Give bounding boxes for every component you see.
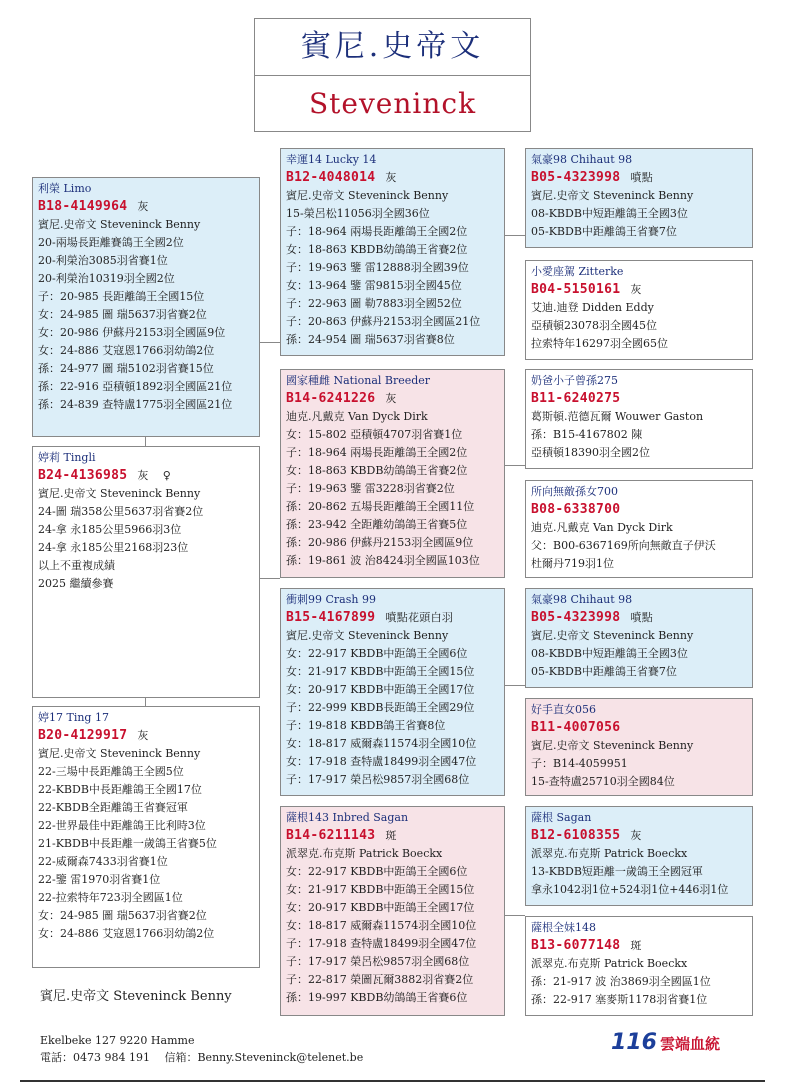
pedigree-box-ssd xyxy=(525,260,753,360)
pedigree-box-dam-dam xyxy=(280,806,505,1016)
info-line: 24-拿 永185公里5966羽3位 xyxy=(38,523,182,536)
info-line: 2025 繼續參賽 xyxy=(38,577,114,590)
info-line: 女：18-863 KBDB幼鴿鴿王省賽2位 xyxy=(286,464,468,477)
info-line: 24-拿 永185公里2168羽23位 xyxy=(38,541,189,554)
pedigree-box-sire-sire xyxy=(280,148,505,356)
info-line: 孫：20-862 五場長距離鴿王全國11位 xyxy=(286,500,475,513)
info-line: 21-KBDB中長距離一歲鴿王省賽5位 xyxy=(38,837,217,850)
info-line: 孫：24-954 圖 瑞5637羽省賽8位 xyxy=(286,333,455,346)
info-line: 孫：21-917 波 治3869羽全國區1位 xyxy=(531,975,711,988)
info-line: 孫：24-839 查特盧1775羽全國區21位 xyxy=(38,398,233,411)
ring-number: B12-4048014 灰 xyxy=(286,170,397,185)
info-line: 20-利榮治3085羽省賽1位 xyxy=(38,254,168,267)
info-line: 孫：B15-4167802 陳 xyxy=(531,428,643,441)
female-sex-icon: ♀ xyxy=(162,469,172,482)
info-line: 子：18-964 兩場長距離鴿王全國2位 xyxy=(286,225,468,238)
info-line: 22-拉索特年723羽全國區1位 xyxy=(38,891,183,904)
bird-name: 婷莉 Tingli xyxy=(38,451,96,464)
info-line: 派翠克.布克斯 Patrick Boeckx xyxy=(286,847,443,860)
info-line: 子：20-863 伊蘇丹2153羽全國區21位 xyxy=(286,315,481,328)
info-line: 22-威爾森7433羽省賽1位 xyxy=(38,855,168,868)
info-line: 子：19-963 鑒 雷3228羽省賽2位 xyxy=(286,482,455,495)
connector xyxy=(260,342,280,343)
info-line: 派翠克.布克斯 Patrick Boeckx xyxy=(531,847,688,860)
bird-color: 灰 xyxy=(137,729,149,742)
ring-number: B08-6338700 xyxy=(531,502,621,517)
info-line: 女：24-985 圖 瑞5637羽省賽2位 xyxy=(38,909,207,922)
pedigree-box-dss xyxy=(525,588,753,688)
info-line: 子：22-963 圖 勒7883羽全國52位 xyxy=(286,297,462,310)
info-line: 05-KBDB中距離鴿王省賽7位 xyxy=(531,665,677,678)
bird-name: 氣豪98 Chihaut 98 xyxy=(531,593,633,606)
bird-color: 灰 xyxy=(630,829,642,842)
ring-number: B20-4129917 灰 xyxy=(38,728,149,743)
info-line: 亞積頓18390羽全國2位 xyxy=(531,446,650,459)
info-line: 迪克.凡戴克 Van Dyck Dirk xyxy=(531,521,673,534)
info-line: 女：24-886 艾寇恩1766羽幼鴿2位 xyxy=(38,344,215,357)
pedigree-box-dds xyxy=(525,806,753,906)
pedigree-box-dam-sire xyxy=(280,588,505,796)
info-line: 迪克.凡戴克 Van Dyck Dirk xyxy=(286,410,428,423)
contact-block xyxy=(40,1032,363,1066)
info-line: 05-KBDB中距離鴿王省賽7位 xyxy=(531,225,677,238)
divider xyxy=(20,1080,765,1082)
pedigree-box-sire-dam xyxy=(280,369,505,578)
info-line: 葛斯頓.范德瓦爾 Wouwer Gaston xyxy=(531,410,704,423)
owner-name: 賓尼.史帝文 Steveninck Benny xyxy=(40,989,232,1004)
info-line: 賓尼.史帝文 Steveninck Benny xyxy=(38,487,201,500)
bird-color: 噴點 xyxy=(630,171,654,184)
bird-name: 利榮 Limo xyxy=(38,182,92,195)
info-line: 亞積頓23078羽全國45位 xyxy=(531,319,657,332)
bird-name: 所向無敵孫女700 xyxy=(531,485,618,498)
info-line: 女：22-917 KBDB中距鴿王全國6位 xyxy=(286,647,468,660)
pedigree-box-dam xyxy=(32,446,260,698)
bird-color: 噴點 xyxy=(630,611,654,624)
info-line: 派翠克.布克斯 Patrick Boeckx xyxy=(531,957,688,970)
pedigree-box-sdd xyxy=(525,480,753,578)
info-line: 子：19-963 鑒 雷12888羽全國39位 xyxy=(286,261,469,274)
info-line: 孫：22-917 塞麥斯1178羽省賽1位 xyxy=(531,993,708,1006)
bird-name: 婷17 Ting 17 xyxy=(38,711,109,724)
info-line: 孫：24-977 圖 瑞5102羽省賽15位 xyxy=(38,362,214,375)
info-line: 艾迪.迪登 Didden Eddy xyxy=(531,301,654,314)
ring-number: B13-6077148 斑 xyxy=(531,938,642,953)
pedigree-box-sibling xyxy=(32,706,260,968)
bird-color: 灰 xyxy=(385,392,397,405)
ring-number: B05-4323998 噴點 xyxy=(531,610,654,625)
title-chinese: 賓尼.史帝文 xyxy=(255,19,530,76)
title-english: Steveninck xyxy=(308,87,477,120)
bird-name: 奶爸小子曾孫275 xyxy=(531,374,618,387)
bird-color: 噴點花頭白羽 xyxy=(385,611,454,624)
info-line: 13-KBDB短距離一歲鴿王全國冠軍 xyxy=(531,865,703,878)
info-line: 杜爾丹719羽1位 xyxy=(531,557,614,570)
info-line: 孫：19-997 KBDB幼鴿鴿王省賽6位 xyxy=(286,991,468,1004)
title-box xyxy=(254,18,531,132)
info-line: 子：20-985 長距離鴿王全國15位 xyxy=(38,290,205,303)
info-line: 08-KBDB中短距離鴿王全國3位 xyxy=(531,647,688,660)
info-line: 女：17-918 查特盧18499羽全國47位 xyxy=(286,755,477,768)
info-line: 子：18-964 兩場長距離鴿王全國2位 xyxy=(286,446,468,459)
info-line: 女：18-817 威爾森11574羽全國10位 xyxy=(286,737,477,750)
ring-number: B18-4149964 灰 xyxy=(38,199,149,214)
ring-number: B24-4136985 灰 ♀ xyxy=(38,468,172,483)
info-line: 拿永1042羽1位+524羽1位+446羽1位 xyxy=(531,883,729,896)
info-line: 女：18-863 KBDB幼鴿鴿王省賽2位 xyxy=(286,243,468,256)
info-line: 女：20-917 KBDB中距鴿王全國17位 xyxy=(286,901,475,914)
ring-number: B14-6211143 斑 xyxy=(286,828,397,843)
info-line: 以上不重複成績 xyxy=(38,559,115,572)
info-line: 賓尼.史帝文 Steveninck Benny xyxy=(531,629,694,642)
pedigree-box-sds xyxy=(525,369,753,469)
info-line: 子：19-818 KBDB鴿王省賽8位 xyxy=(286,719,446,732)
bird-color: 灰 xyxy=(137,200,149,213)
contact-info: 電話：0473 984 191 信箱：Benny.Steveninck@telenet.be xyxy=(40,1051,364,1064)
ring-number: B15-4167899 噴點花頭白羽 xyxy=(286,610,454,625)
info-line: 女：21-917 KBDB中距鴿王全國15位 xyxy=(286,665,475,678)
connector xyxy=(145,437,146,446)
info-line: 子：22-999 KBDB長距鴿王全國29位 xyxy=(286,701,475,714)
bird-name: 氣豪98 Chihaut 98 xyxy=(531,153,633,166)
info-line: 賓尼.史帝文 Steveninck Benny xyxy=(531,739,694,752)
ring-number: B11-6240275 xyxy=(531,391,621,406)
connector xyxy=(260,578,280,579)
ring-number: B12-6108355 灰 xyxy=(531,828,642,843)
pedigree-box-dsd xyxy=(525,698,753,796)
logo-text: 雲端血統 xyxy=(659,1035,720,1053)
bird-name: 好手直女056 xyxy=(531,703,596,716)
connector xyxy=(145,698,146,706)
info-line: 22-KBDB中長距離鴿王全國17位 xyxy=(38,783,202,796)
info-line: 孫：23-942 全距離幼鴿鴿王省賽5位 xyxy=(286,518,468,531)
info-line: 子：B14-4059951 xyxy=(531,757,628,770)
info-line: 賓尼.史帝文 Steveninck Benny xyxy=(286,189,449,202)
connector xyxy=(505,465,525,466)
bird-name: 幸運14 Lucky 14 xyxy=(286,153,377,166)
info-line: 女：20-986 伊蘇丹2153羽全國區9位 xyxy=(38,326,226,339)
info-line: 女：18-817 威爾森11574羽全國10位 xyxy=(286,919,477,932)
ring-number: B04-5150161 灰 xyxy=(531,282,642,297)
bird-color: 斑 xyxy=(630,939,642,952)
info-line: 賓尼.史帝文 Steveninck Benny xyxy=(286,629,449,642)
bird-color: 灰 xyxy=(630,283,642,296)
info-line: 子：22-817 榮圖瓦爾3882羽省賽2位 xyxy=(286,973,474,986)
bird-color: 斑 xyxy=(385,829,397,842)
info-line: 22-KBDB全距離鴿王省賽冠軍 xyxy=(38,801,188,814)
bird-color: 灰 xyxy=(137,469,149,482)
logo xyxy=(611,1030,720,1058)
info-line: 女：20-917 KBDB中距鴿王全國17位 xyxy=(286,683,475,696)
info-line: 15-榮呂松11056羽全國36位 xyxy=(286,207,430,220)
info-line: 22-世界最佳中距離鴿王比利時3位 xyxy=(38,819,206,832)
info-line: 子：17-918 查特盧18499羽全國47位 xyxy=(286,937,477,950)
logo-number: 116 xyxy=(611,1030,657,1055)
info-line: 女：24-985 圖 瑞5637羽省賽2位 xyxy=(38,308,207,321)
info-line: 22-鑒 雷1970羽省賽1位 xyxy=(38,873,161,886)
bird-color: 灰 xyxy=(385,171,397,184)
connector xyxy=(505,915,525,916)
bird-name: 小愛座駕 Zitterke xyxy=(531,265,624,278)
bird-name: 薩根 Sagan xyxy=(531,811,592,824)
info-line: 女：22-917 KBDB中距鴿王全國6位 xyxy=(286,865,468,878)
info-line: 賓尼.史帝文 Steveninck Benny xyxy=(38,747,201,760)
ring-number: B11-4007056 xyxy=(531,720,621,735)
info-line: 20-利榮治10319羽全國2位 xyxy=(38,272,175,285)
address: Ekelbeke 127 9220 Hamme xyxy=(40,1034,195,1047)
pedigree-box-sss xyxy=(525,148,753,248)
pedigree-box-ddd xyxy=(525,916,753,1016)
bird-name: 薩根全妹148 xyxy=(531,921,596,934)
bird-name: 衝刺99 Crash 99 xyxy=(286,593,376,606)
info-line: 女：13-964 鑒 雷9815羽全國45位 xyxy=(286,279,462,292)
pedigree-box-sire xyxy=(32,177,260,437)
info-line: 賓尼.史帝文 Steveninck Benny xyxy=(38,218,201,231)
info-line: 子：17-917 榮呂松9857羽全國68位 xyxy=(286,955,470,968)
info-line: 孫：20-986 伊蘇丹2153羽全國區9位 xyxy=(286,536,474,549)
info-line: 20-兩場長距離賽鴿王全國2位 xyxy=(38,236,184,249)
info-line: 女：24-886 艾寇恩1766羽幼鴿2位 xyxy=(38,927,215,940)
info-line: 子：17-917 榮呂松9857羽全國68位 xyxy=(286,773,470,786)
connector xyxy=(505,235,525,236)
ring-number: B05-4323998 噴點 xyxy=(531,170,654,185)
info-line: 賓尼.史帝文 Steveninck Benny xyxy=(531,189,694,202)
bird-name: 薩根143 Inbred Sagan xyxy=(286,811,409,824)
bird-name: 國家種雌 National Breeder xyxy=(286,374,431,387)
info-line: 24-圖 瑞358公里5637羽省賽2位 xyxy=(38,505,204,518)
info-line: 孫：19-861 波 治8424羽全國區103位 xyxy=(286,554,480,567)
info-line: 孫：22-916 亞積頓1892羽全國區21位 xyxy=(38,380,233,393)
ring-number: B14-6241226 灰 xyxy=(286,391,397,406)
info-line: 拉索特年16297羽全國65位 xyxy=(531,337,668,350)
info-line: 女：15-802 亞積頓4707羽省賽1位 xyxy=(286,428,463,441)
info-line: 08-KBDB中短距離鴿王全國3位 xyxy=(531,207,688,220)
info-line: 15-查特盧25710羽全國84位 xyxy=(531,775,675,788)
info-line: 22-三場中長距離鴿王全國5位 xyxy=(38,765,184,778)
info-line: 父：B00-6367169所向無敵直子伊沃 xyxy=(531,539,716,552)
connector xyxy=(505,685,525,686)
info-line: 女：21-917 KBDB中距鴿王全國15位 xyxy=(286,883,475,896)
